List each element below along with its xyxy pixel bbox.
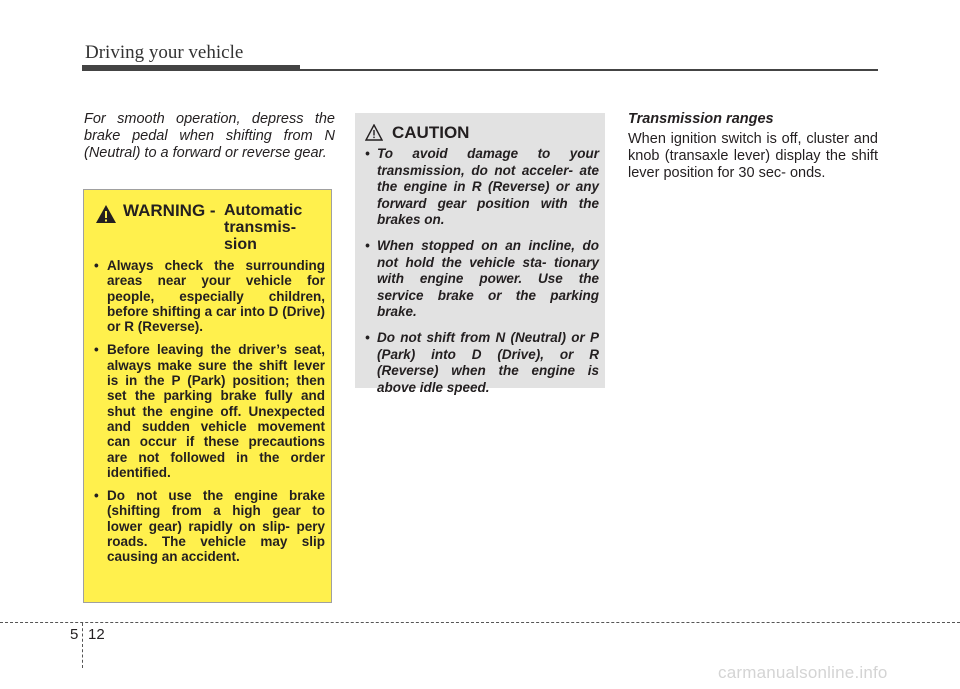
caution-item: • Do not shift from N (Neutral) or P (Park) into D (Drive), or R (Reverse) when the engine is above idle speed. (365, 330, 599, 396)
page-header-title: Driving your vehicle (85, 42, 244, 63)
section-title: Transmission ranges (628, 111, 774, 127)
warning-topic: Automatic transmis- sion (224, 202, 303, 253)
warning-triangle-icon (95, 204, 117, 224)
section-body: When ignition switch is off, cluster and knob (transaxle lever) display the shift lever position for 30 sec- onds. (628, 131, 878, 181)
caution-list (365, 146, 599, 405)
watermark: carmanualsonline.info (718, 663, 888, 682)
caution-box (355, 113, 605, 395)
warning-box (83, 189, 332, 603)
warning-item: • Before leaving the driver’s seat, always make sure the shift lever is in the P (Park) position; then set the parking brake fully and shut the engine off. Unexpected and sudden vehicle movement can occur if these precautions are not followed in the order identified. (94, 342, 325, 480)
header-rule (300, 69, 878, 71)
caution-label: CAUTION (392, 123, 470, 142)
intro-paragraph: For smooth operation, depress the brake pedal when shifting from N (Neutral) to a forward or reverse gear. (84, 111, 335, 161)
header-bar (82, 65, 300, 71)
warning-list (94, 258, 325, 573)
footer-divider (82, 623, 83, 668)
warning-label: WARNING - (123, 201, 216, 220)
chapter-number: 5 (70, 626, 79, 643)
warning-item: • Always check the surrounding areas near your vehicle for people, especially children, before shifting a car into D (Drive) or R (Reverse). (94, 258, 325, 334)
caution-item: • To avoid damage to your transmission, do not acceler- ate the engine in R (Reverse) or any forward gear position with the brakes on. (365, 146, 599, 229)
warning-item: • Do not use the engine brake (shifting from a high gear to lower gear) rapidly on slip- pery roads. The vehicle may slip causing an accident. (94, 488, 325, 564)
page-number: 12 (88, 626, 105, 643)
caution-triangle-icon (365, 124, 383, 141)
footer-rule (0, 622, 960, 623)
caution-item: • When stopped on an incline, do not hold the vehicle sta- tionary with engine power. Use the service brake or the parking brake. (365, 238, 599, 321)
